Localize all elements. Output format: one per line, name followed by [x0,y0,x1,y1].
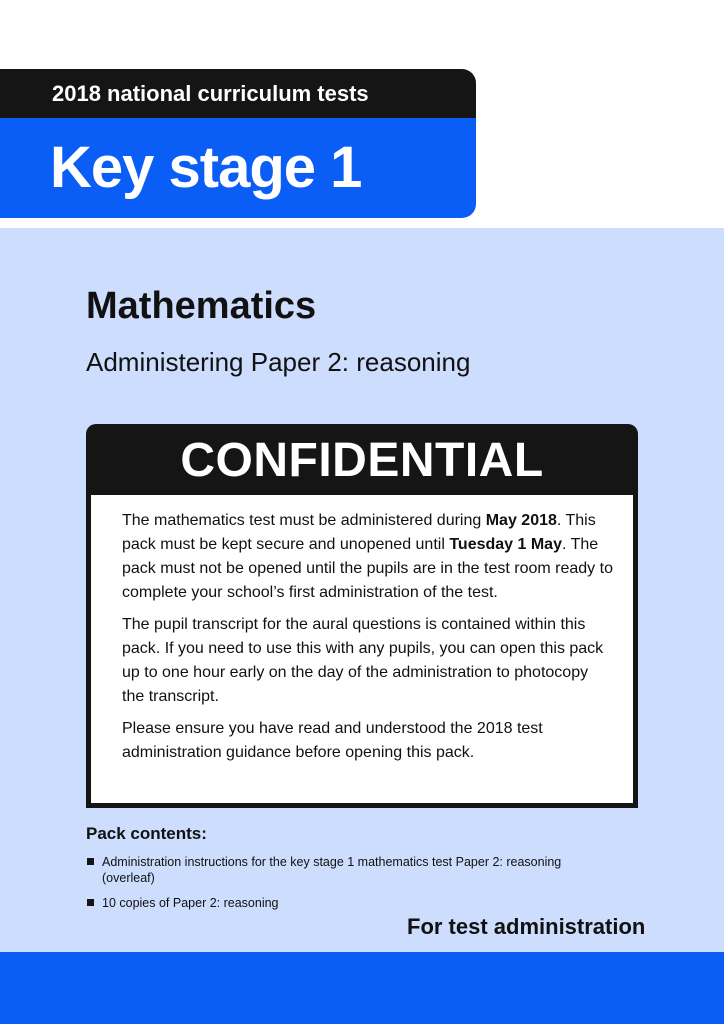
pack-contents-heading: Pack contents: [86,824,207,843]
list-item-text: 10 copies of Paper 2: reasoning [102,896,279,910]
list-item [86,854,616,886]
header-title: Key stage 1 [0,118,476,218]
para1-date: May 2018 [485,512,557,529]
subject-title: Mathematics [86,285,317,327]
list-item [86,895,616,911]
square-bullet-icon [87,899,94,906]
para1-open-date: Tuesday 1 May [449,536,562,553]
confidential-paragraph-1 [122,509,613,605]
header-subtitle: 2018 national curriculum tests [0,69,476,118]
pack-contents-list [86,854,616,920]
confidential-body [91,495,633,803]
confidential-paragraph-3: Please ensure you have read and understood the 2018 test administration guidance before opening this pack. [122,720,543,761]
para1-text-1: The mathematics test must be administered during [122,512,486,529]
paper-title: Administering Paper 2: reasoning [86,347,471,377]
confidential-heading: CONFIDENTIAL [180,434,544,487]
confidential-paragraph-2: The pupil transcript for the aural questions is contained within this pack. If you need to use this with any pupils, you can open this pack up to one hour early on the day of the administration to photocopy the transcript. [122,616,604,705]
confidential-box [86,424,638,808]
bottom-bar [0,952,724,1024]
square-bullet-icon [87,858,94,865]
footer-note: For test administration [407,914,646,939]
header-banner [0,69,476,218]
para1-text-2: . This pack must be kept secure and unopened until [122,512,596,553]
para1-text-3: . The pack must not be opened until the pupils are in the test room ready to complete your school’s first administration of the test. [122,536,613,601]
list-item-text: Administration instructions for the key stage 1 mathematics test Paper 2: reasoning (overleaf) [102,855,562,885]
